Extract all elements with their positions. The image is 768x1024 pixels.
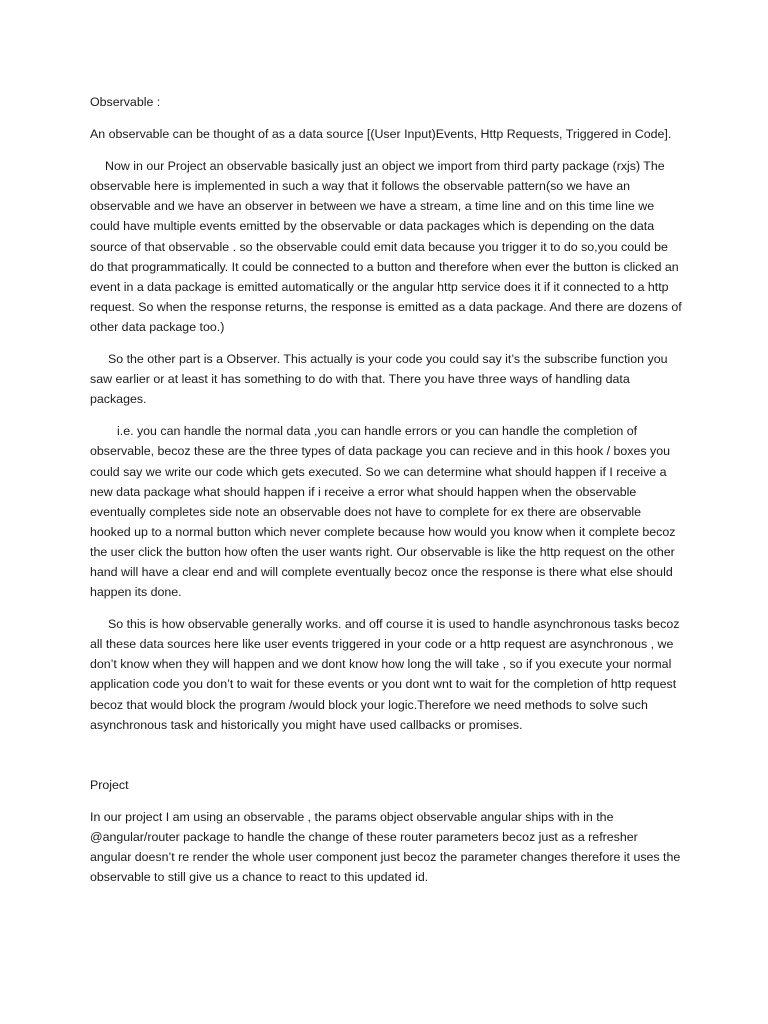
document-body xyxy=(90,92,682,899)
paragraph-observer: So the other part is a Observer. This actually is your code you could say it’s the subscribe function you saw earlier or at least it has something to do with that. There you have three ways of handling data packages. xyxy=(90,352,668,407)
observable-definition: An observable can be thought of as a data source [(User Input)Events, Http Requests, Triggered in Code]. xyxy=(90,127,672,142)
paragraph-asynchronous: So this is how observable generally works. and off course it is used to handle asynchronous tasks becoz all these data sources here like user events triggered in your code or a http request are asynchronous , we don’t know when they will happen and we dont know how long the will take , so if you execute your normal application code you don’t to wait for these events or you dont wnt to wait for the completion of http request becoz that would block the program /would block your logic.Therefore we need methods to solve such asynchronous task and historically you might have used callbacks or promises. xyxy=(90,617,680,732)
section-heading-project: Project xyxy=(90,777,129,792)
section-heading-observable: Observable : xyxy=(90,95,161,109)
paragraph-project-usage: In our project I am using an observable , the params object observable angular ships with in the @angular/router package to handle the change of these router parameters becoz just as a refresher angular doesn’t re render the whole user component just becoz the parameter changes therefore it uses the observable to still give us a chance to react to this updated id. xyxy=(90,809,681,885)
paragraph-handling-data: i.e. you can handle the normal data ,you can handle errors or you can handle the completion of observable, becoz these are the three types of data package you can recieve and in this hook / boxes you could say we write our code which gets executed. So we can determine what should happen if I receive a new data package what should happen if i receive a error what should happen when the observable eventually completes side note an observable does not have to complete for ex there are observable hooked up to a normal button which never complete because how would you know when it complete becoz the user click the button how often the user wants right. Our observable is like the http request on the other hand will have a clear end and will complete eventually becoz once the response is there what else should happen its done. xyxy=(90,424,676,600)
paragraph-project-observable: Now in our Project an observable basically just an object we import from third party package (rxjs) The observable here is implemented in such a way that it follows the observable pattern(so we have an observable and we have an observer in between we have a stream, a time line and on this time line we could have multiple events emitted by the observable or data packages which is depending on the data source of that observable . so the observable could emit data because you trigger it to do so,you could be do that programmatically. It could be connected to a button and therefore when ever the button is clicked an event in a data package is emitted automatically or the angular http service does it if it connected to a http request. So when the response returns, the response is emitted as a data package. And there are dozens of other data package too.) xyxy=(90,159,682,334)
